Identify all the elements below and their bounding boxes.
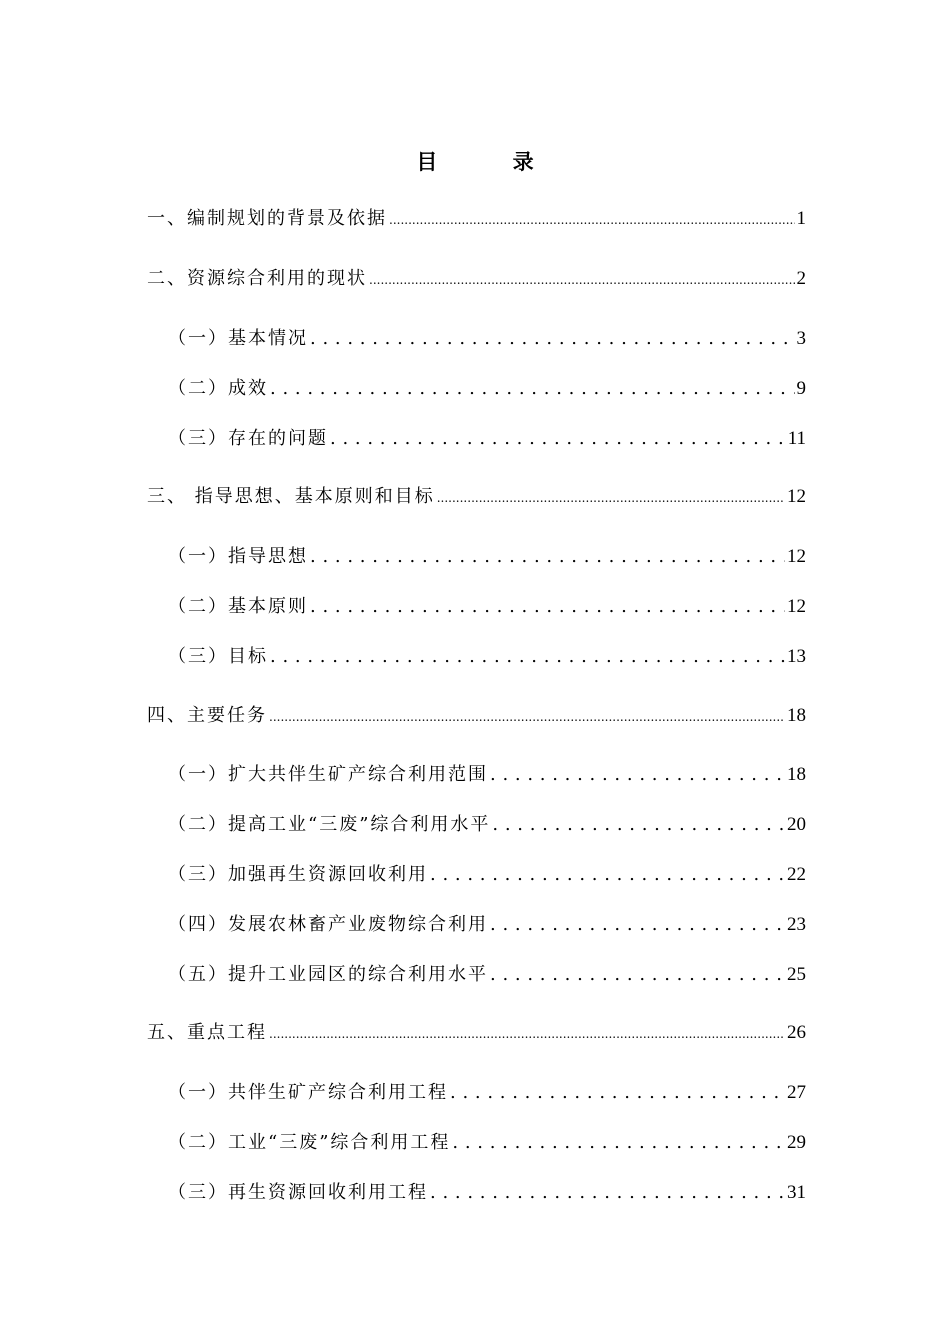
toc-page-number: 12 [787,596,806,617]
toc-entry[interactable] [168,426,806,452]
toc-entry[interactable] [168,1180,806,1206]
toc-entry-text: （三）加强再生资源回收利用 [168,864,428,885]
toc-page-number: 2 [796,268,806,289]
toc-entry[interactable] [147,703,806,730]
toc-entry-text: （二）提高工业“三废”综合利用水平 [168,814,491,835]
toc-page-number: 9 [796,378,806,399]
toc-page-number: 12 [787,486,806,507]
toc-page-number: 25 [787,964,806,985]
dot-leader [310,594,785,620]
dot-leader [490,912,785,938]
toc-title: 目 录 [416,149,568,174]
toc-page-number: 27 [787,1082,806,1103]
toc-entry[interactable] [168,1130,806,1156]
toc-entry-text: （二）工业“三废”综合利用工程 [168,1132,451,1153]
toc-entry[interactable] [168,912,806,938]
dot-leader [492,812,785,838]
toc-page-number: 18 [787,705,806,726]
toc-entry-text: （三）目标 [168,646,268,667]
toc-page-number: 1 [796,208,806,229]
dot-leader [369,266,795,293]
dot-leader [270,376,795,402]
dot-leader [437,484,785,511]
toc-entry-text: （一）基本情况 [168,328,308,349]
dot-leader [310,544,785,570]
toc-entry-text: 二、资源综合利用的现状 [147,268,367,289]
toc-entry[interactable] [168,594,806,620]
toc-entry-text: （二）基本原则 [168,596,308,617]
dot-leader [490,962,785,988]
dot-leader [270,644,785,670]
toc-entry[interactable] [147,484,806,511]
toc-entry[interactable] [168,862,806,888]
toc-entry[interactable] [168,812,806,838]
dot-leader [389,206,795,233]
dot-leader [490,762,785,788]
toc-page-number: 11 [787,428,806,449]
dot-leader [330,426,786,452]
toc-page-number: 13 [787,646,806,667]
toc-page-number: 26 [787,1022,806,1043]
toc-entry-text: （五）提升工业园区的综合利用水平 [168,964,488,985]
toc-entry[interactable] [168,644,806,670]
toc-page-number: 29 [787,1132,806,1153]
toc-entry-text: （四）发展农林畜产业废物综合利用 [168,914,488,935]
toc-page-number: 12 [787,546,806,567]
toc-page-number: 18 [787,764,806,785]
toc-entry-text: （二）成效 [168,378,268,399]
toc-entry-text: （三）再生资源回收利用工程 [168,1182,428,1203]
dot-leader [430,1180,785,1206]
toc-entry[interactable] [147,266,806,293]
dot-leader [452,1130,785,1156]
toc-entry[interactable] [168,962,806,988]
toc-page-number: 3 [796,328,806,349]
toc-page-number: 31 [787,1182,806,1203]
toc-entry[interactable] [147,206,806,233]
toc-entry[interactable] [168,544,806,570]
toc-entry-text: 一、编制规划的背景及依据 [147,208,387,229]
toc-entry-text: 四、主要任务 [147,705,267,726]
dot-leader [269,1020,785,1047]
toc-entry[interactable] [168,376,806,402]
dot-leader [269,703,785,730]
toc-entry-text: （一）指导思想 [168,546,308,567]
toc-page-number: 22 [787,864,806,885]
dot-leader [310,326,795,352]
toc-entry-text: （一）共伴生矿产综合利用工程 [168,1082,448,1103]
toc-page-number: 23 [787,914,806,935]
toc-entry-text: （一）扩大共伴生矿产综合利用范围 [168,764,488,785]
toc-entry[interactable] [168,326,806,352]
toc-entry[interactable] [168,762,806,788]
toc-entry-text: 三、 指导思想、基本原则和目标 [147,486,435,507]
dot-leader [450,1080,785,1106]
toc-entry-text: 五、重点工程 [147,1022,267,1043]
toc-entry[interactable] [147,1020,806,1047]
toc-page-number: 20 [787,814,806,835]
dot-leader [430,862,785,888]
toc-entry-text: （三）存在的问题 [168,428,328,449]
toc-entry[interactable] [168,1080,806,1106]
